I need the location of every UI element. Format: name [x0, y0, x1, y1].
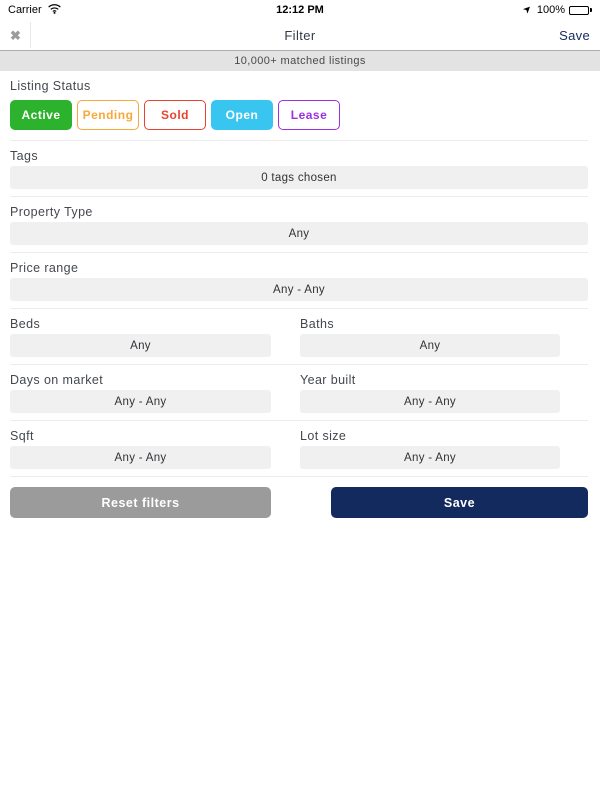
tags-label: Tags: [10, 149, 39, 163]
listing-status-buttons: [10, 100, 600, 130]
beds-input[interactable]: Any: [10, 334, 271, 357]
status-button-active[interactable]: Active: [10, 100, 72, 130]
tags-section: [10, 141, 600, 196]
battery-icon: [569, 6, 592, 15]
status-button-pending[interactable]: Pending: [77, 100, 139, 130]
sqft-column: [10, 429, 300, 469]
lot-size-label: Lot size: [300, 429, 347, 443]
price-range-section: [10, 253, 600, 308]
page-title: Filter: [284, 27, 316, 43]
tags-input[interactable]: 0 tags chosen: [10, 166, 588, 189]
reset-filters-button[interactable]: Reset filters: [10, 487, 271, 518]
year-built-label: Year built: [300, 373, 356, 387]
days-year-section: [10, 365, 600, 420]
clock: 12:12 PM: [276, 4, 324, 16]
year-built-column: [300, 373, 590, 413]
nav-save-button[interactable]: Save: [559, 27, 590, 43]
close-icon[interactable]: ✖: [0, 29, 21, 42]
nav-bar: [0, 20, 600, 50]
property-type-label: Property Type: [10, 205, 93, 219]
lot-size-column: [300, 429, 590, 469]
sqft-label: Sqft: [10, 429, 34, 443]
days-on-market-input[interactable]: Any - Any: [10, 390, 271, 413]
year-built-input[interactable]: Any - Any: [300, 390, 560, 413]
section-divider: [10, 476, 588, 477]
baths-column: [300, 317, 590, 357]
days-on-market-label: Days on market: [10, 373, 104, 387]
days-on-market-column: [10, 373, 300, 413]
beds-column: [10, 317, 300, 357]
carrier-label: Carrier: [8, 4, 42, 16]
status-bar: [0, 0, 600, 20]
sqft-lotsize-section: [10, 421, 600, 476]
price-range-label: Price range: [10, 261, 79, 275]
battery-percent-label: 100%: [536, 4, 565, 16]
beds-baths-section: [10, 309, 600, 364]
save-button[interactable]: Save: [331, 487, 588, 518]
lot-size-input[interactable]: Any - Any: [300, 446, 560, 469]
wifi-icon: [48, 4, 61, 17]
beds-label: Beds: [10, 317, 41, 331]
listing-status-label: Listing Status: [10, 79, 91, 93]
footer-actions: [0, 487, 600, 518]
status-button-open[interactable]: Open: [211, 100, 273, 130]
property-type-section: [10, 197, 600, 252]
listing-status-section: [10, 71, 600, 140]
sqft-input[interactable]: Any - Any: [10, 446, 271, 469]
status-button-lease[interactable]: Lease: [278, 100, 340, 130]
status-button-sold[interactable]: Sold: [144, 100, 206, 130]
filter-form: [0, 71, 600, 477]
property-type-input[interactable]: Any: [10, 222, 588, 245]
baths-input[interactable]: Any: [300, 334, 560, 357]
location-services-icon: ➤: [521, 2, 536, 17]
baths-label: Baths: [300, 317, 334, 331]
matched-listings-banner: 10,000+ matched listings: [0, 50, 600, 71]
price-range-input[interactable]: Any - Any: [10, 278, 588, 301]
